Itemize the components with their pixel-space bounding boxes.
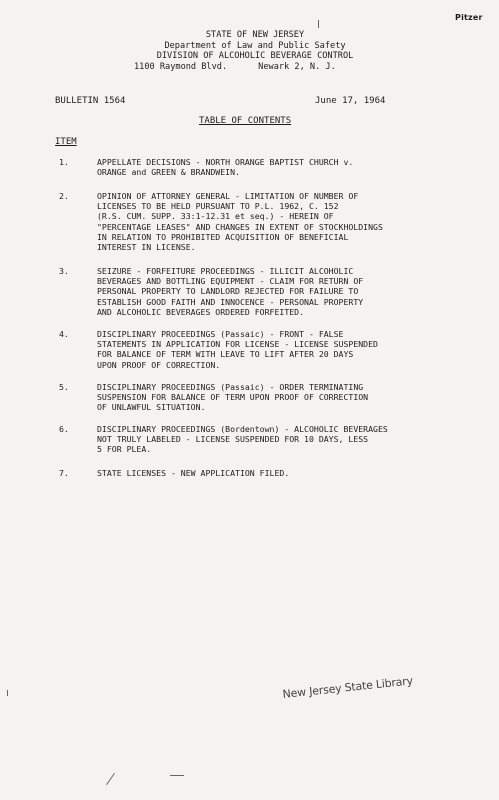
toc-item-number: 6.: [59, 424, 69, 434]
scan-mark: [170, 775, 184, 776]
bulletin-date: June 17, 1964: [315, 96, 386, 106]
letterhead-division: DIVISION OF ALCOHOLIC BEVERAGE CONTROL: [156, 51, 354, 61]
toc-item-text: DISCIPLINARY PROCEEDINGS (Passaic) - ORDER TERMINATING SUSPENSION FOR BALANCE OF TERM UPON PROOF OF CORRECTION OF UNLAWFUL SITUATION.: [97, 382, 369, 413]
handwritten-name: Pitzer: [455, 13, 483, 22]
toc-item-text: APPELLATE DECISIONS - NORTH ORANGE BAPTIST CHURCH v. ORANGE and GREEN & BRANDWEIN.: [97, 157, 354, 178]
letterhead-department: Department of Law and Public Safety: [164, 40, 346, 51]
toc-item-number: 2.: [59, 191, 69, 201]
toc-item-text: OPINION OF ATTORNEY GENERAL - LIMITATION OF NUMBER OF LICENSES TO BE HELD PURSUANT TO P.L. 1962, C. 152 (R.S. CUM. SUPP. 33:1-12.31 et seq.) - HEREIN OF "PERCENTAGE LEASES" AND CHANGES IN EXTENT OF STOCKHOLDINGS IN RELATION TO PROHIBITED ACQUISITION OF BENEFICIAL INTEREST IN LICENSE.: [97, 191, 383, 253]
toc-item-number: 1.: [59, 157, 69, 167]
toc-item-text: DISCIPLINARY PROCEEDINGS (Bordentown) - ALCOHOLIC BEVERAGES NOT TRULY LABELED - LICENSE SUSPENDED FOR 10 DAYS, LESS 5 FOR PLEA.: [97, 424, 388, 455]
letterhead-address: 1100 Raymond Blvd. Newark 2, N. J.: [134, 61, 336, 72]
table-of-contents-title: TABLE OF CONTENTS: [199, 116, 292, 126]
toc-item-number: 7.: [59, 468, 69, 478]
toc-item-text: DISCIPLINARY PROCEEDINGS (Passaic) - FRONT - FALSE STATEMENTS IN APPLICATION FOR LICENSE - LICENSE SUSPENDED FOR BALANCE OF TERM WITH LEAVE TO LIFT AFTER 20 DAYS UPON PROOF OF CORRECTION.: [97, 329, 378, 370]
scan-mark: [106, 773, 115, 785]
letterhead: [120, 30, 390, 72]
scan-mark: [7, 690, 8, 696]
toc-item-number: 3.: [59, 266, 69, 276]
bulletin-number: BULLETIN 1564: [55, 96, 126, 106]
toc-item-number: 5.: [59, 382, 69, 392]
toc-item-number: 4.: [59, 329, 69, 339]
library-stamp: New Jersey State Library: [282, 674, 414, 701]
toc-item-text: SEIZURE - FORFEITURE PROCEEDINGS - ILLICIT ALCOHOLIC BEVERAGES AND BOTTLING EQUIPMENT - CLAIM FOR RETURN OF PERSONAL PROPERTY TO LANDLORD REJECTED FOR FAILURE TO ESTABLISH GOOD FAITH AND INNOCENCE - PERSONAL PROPERTY AND ALCOHOLIC BEVERAGES ORDERED FORFEITED.: [97, 266, 364, 317]
item-column-heading: ITEM: [55, 137, 77, 147]
letterhead-state: STATE OF NEW JERSEY: [205, 30, 305, 40]
scan-mark: [318, 20, 319, 28]
toc-item-text: STATE LICENSES - NEW APPLICATION FILED.: [97, 468, 290, 478]
